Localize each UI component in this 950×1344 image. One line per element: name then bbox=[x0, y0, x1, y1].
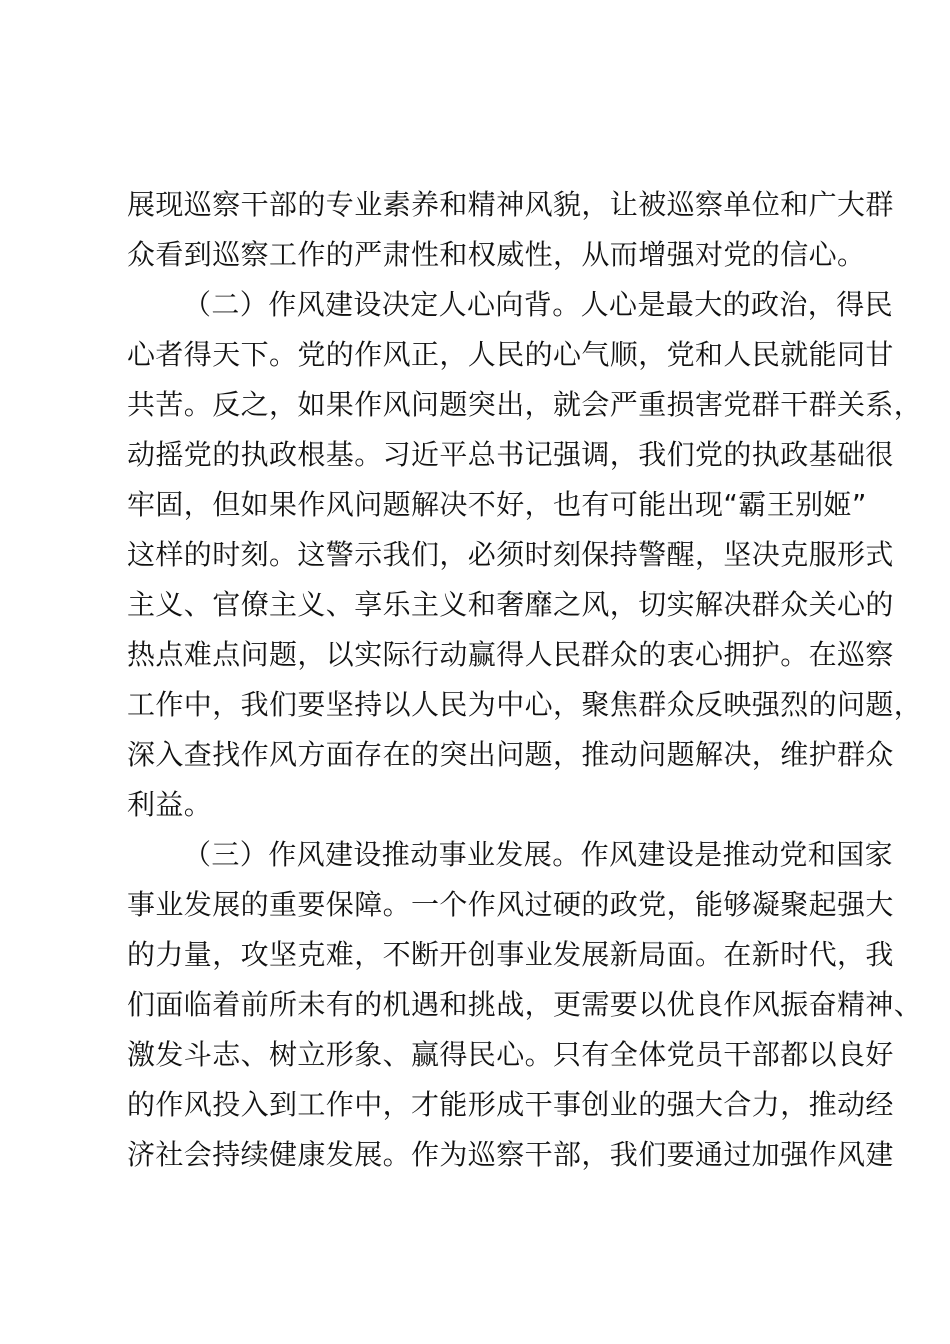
text-line: 济社会持续健康发展。作为巡察干部，我们要通过加强作风建 bbox=[127, 1138, 894, 1171]
section-heading-line: （二）作风建设决定人心向背。人心是最大的政治，得民 bbox=[183, 288, 894, 321]
text-line: 众看到巡察工作的严肃性和权威性，从而增强对党的信心。 bbox=[127, 238, 866, 271]
text-line: 主义、官僚主义、享乐主义和奢靡之风，切实解决群众关心的 bbox=[127, 588, 894, 621]
section-heading-line: （三）作风建设推动事业发展。作风建设是推动党和国家 bbox=[183, 838, 894, 871]
text-line: 的力量，攻坚克难，不断开创事业发展新局面。在新时代，我 bbox=[127, 938, 894, 971]
text-line: 工作中，我们要坚持以人民为中心，聚焦群众反映强烈的问题， bbox=[127, 688, 923, 721]
text-line: 动摇党的执政根基。习近平总书记强调，我们党的执政基础很 bbox=[127, 438, 894, 471]
text-line: 展现巡察干部的专业素养和精神风貌，让被巡察单位和广大群 bbox=[127, 188, 894, 221]
text-line: 共苦。反之，如果作风问题突出，就会严重损害党群干群关系， bbox=[127, 388, 923, 421]
text-line: 深入查找作风方面存在的突出问题，推动问题解决，维护群众 bbox=[127, 738, 894, 771]
text-line: 心者得天下。党的作风正，人民的心气顺，党和人民就能同甘 bbox=[127, 338, 894, 371]
text-line: 这样的时刻。这警示我们，必须时刻保持警醒，坚决克服形式 bbox=[127, 538, 894, 571]
text-line: 利益。 bbox=[127, 788, 213, 821]
text-line: 事业发展的重要保障。一个作风过硬的政党，能够凝聚起强大 bbox=[127, 888, 894, 921]
text-line: 们面临着前所未有的机遇和挑战，更需要以优良作风振奋精神、 bbox=[127, 988, 923, 1021]
text-line: 的作风投入到工作中，才能形成干事创业的强大合力，推动经 bbox=[127, 1088, 894, 1121]
text-line: 热点难点问题，以实际行动赢得人民群众的衷心拥护。在巡察 bbox=[127, 638, 894, 671]
text-line: 牢固，但如果作风问题解决不好，也有可能出现“霸王别姬” bbox=[127, 488, 867, 521]
text-line: 激发斗志、树立形象、赢得民心。只有全体党员干部都以良好 bbox=[127, 1038, 894, 1071]
